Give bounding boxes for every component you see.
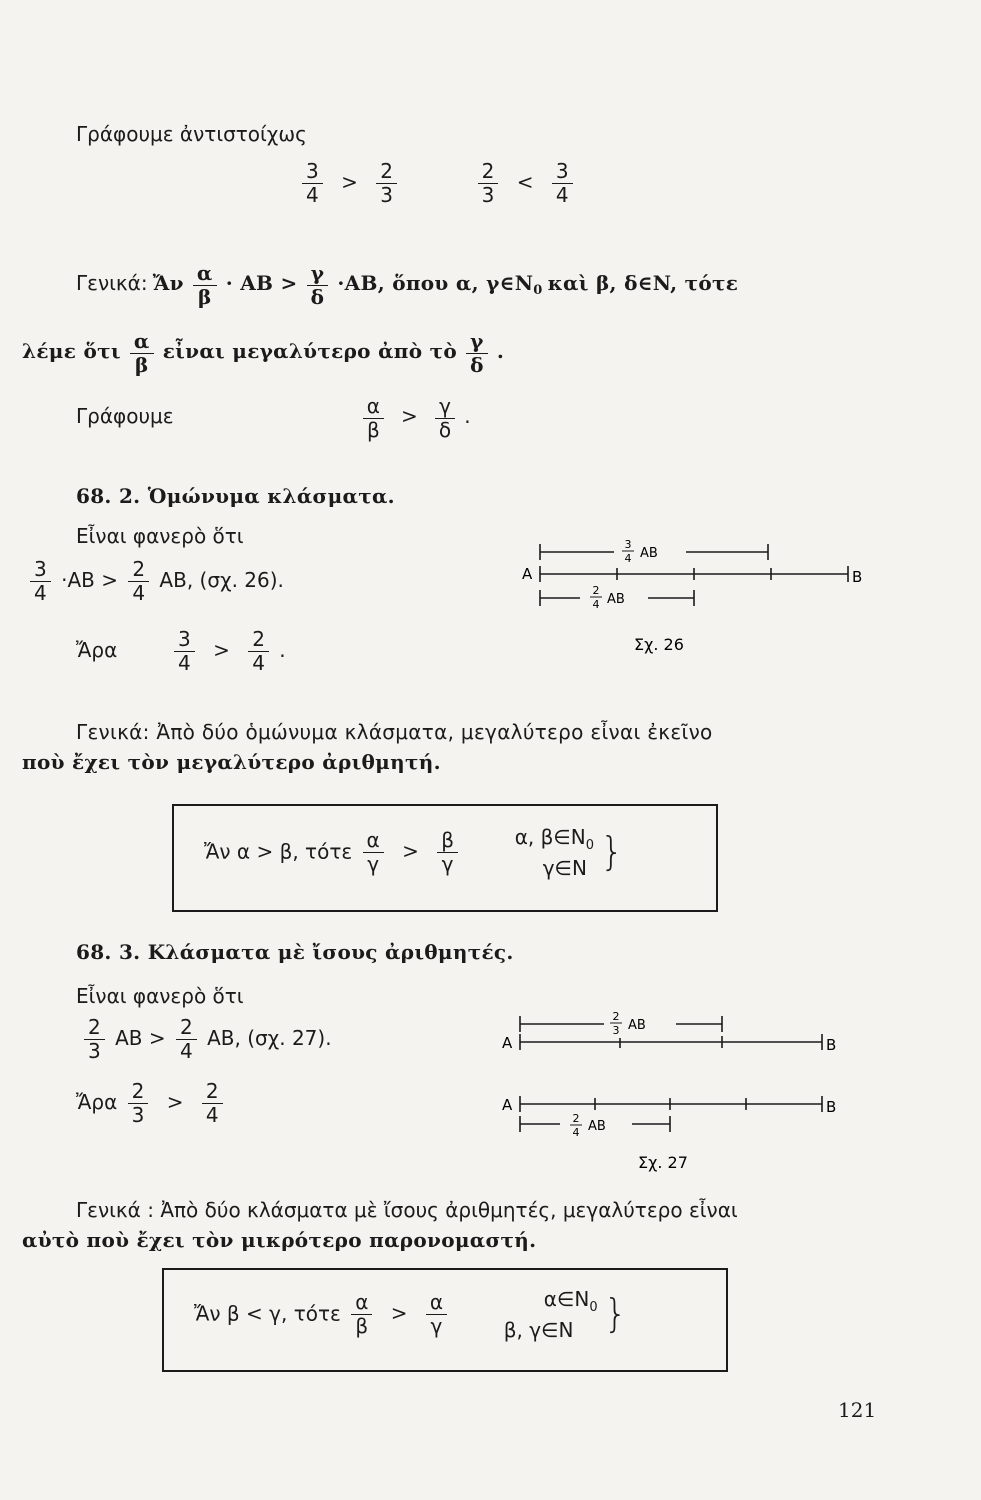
rule-box-2: Ἄν β < γ, τότε $\frac{\alpha}{\beta}$ > $\frac{\alpha}{\gamma}$ $\alpha\in N_0$ β, γ∈N }	[162, 1268, 728, 1372]
intro-text: Γράφουμε ἀντιστοίχως	[76, 122, 307, 146]
fig26-top-den: 4	[624, 552, 632, 565]
fig26-bottom-suffix: AB	[607, 592, 625, 607]
right-brace-icon: }	[600, 830, 624, 876]
fig27-caption: Σχ. 27	[638, 1153, 688, 1172]
fig27-bottom-num: 2	[572, 1112, 580, 1125]
general-rule-1: Γενικά: Ἄν $\frac{\alpha}{\beta}$ · AB > $\frac{\gamma}{\delta}$ ·AB, ὅπου α, $\gamma\in N_0$ καὶ β, δ∈N, τότε	[76, 261, 739, 309]
obvious-text-2: Εἶναι φανερὸ ὅτι	[76, 984, 244, 1008]
fig26-bottom-den: 4	[592, 598, 600, 611]
right-brace-icon: }	[603, 1292, 627, 1338]
fig27-top-num: 2	[612, 1010, 620, 1023]
box2-domain: $\alpha\in N_0$ β, γ∈N	[503, 1287, 598, 1342]
box2-condition: Ἄν β < γ, τότε	[194, 1301, 341, 1326]
general-rule-3-line2: αὐτὸ ποὺ ἔχει τὸν μικρότερο παρονομαστή.	[22, 1228, 537, 1252]
general-rule-2: Γενικά: Ἀπὸ δύο ὁμώνυμα κλάσματα, μεγαλύτερο εἶναι ἐκεῖνο	[76, 720, 713, 744]
fig27-bottom-den: 4	[572, 1126, 580, 1139]
inequality-pair: $\frac{3}{4}$ > $\frac{2}{3}$ $\frac{2}{3}$ < $\frac{3}{4}$	[298, 160, 577, 207]
section-heading-68-2: 68. 2. Ὁμώνυμα κλάσματα.	[76, 484, 395, 508]
fig26-label-b: B	[852, 568, 863, 586]
general-rule-1-line2: λέμε ὅτι $\frac{\alpha}{\beta}$ εἶναι μεγαλύτερο ἀπὸ τὸ $\frac{\gamma}{\delta}$ .	[22, 329, 505, 377]
page-number: 121	[838, 1398, 877, 1422]
fig27-label-a-bottom: A	[502, 1096, 513, 1114]
fig26-label-a: A	[522, 565, 533, 583]
fig26-top-suffix: AB	[640, 546, 658, 561]
rule-box-1: Ἄν α > β, τότε $\frac{\alpha}{\gamma}$ > $\frac{\beta}{\gamma}$ α, $\beta\in N_0$ γ∈N }	[172, 804, 718, 912]
fig26-bottom-num: 2	[592, 584, 600, 597]
box1-domain: α, $\beta\in N_0$ γ∈N	[514, 825, 595, 880]
obvious-text-1: Εἶναι φανερὸ ὅτι	[76, 524, 244, 548]
figure-26	[510, 532, 870, 662]
general-rule-3: Γενικά : Ἀπὸ δύο κλάσματα μὲ ἴσους ἀριθμητές, μεγαλύτερο εἶναι	[76, 1198, 738, 1222]
example-27: $\frac{2}{3}$ AB > $\frac{2}{4}$ AB, (σχ. 27).	[80, 1016, 332, 1063]
general-rule-2-line2: ποὺ ἔχει τὸν μεγαλύτερο ἀριθμητή.	[22, 750, 441, 774]
conclusion-26: Ἄρα $\frac{3}{4}$ > $\frac{2}{4}$ .	[76, 627, 286, 675]
fig27-label-b-bottom: B	[826, 1098, 837, 1116]
fig27-bottom-suffix: AB	[588, 1119, 606, 1134]
fig27-top-suffix: AB	[628, 1018, 646, 1033]
fig27-label-a-top: A	[502, 1034, 513, 1052]
fig26-caption: Σχ. 26	[634, 635, 684, 654]
section-heading-68-3: 68. 3. Κλάσματα μὲ ἴσους ἀριθμητές.	[76, 940, 514, 964]
figure-27	[496, 1008, 856, 1178]
conclusion-27: Ἄρα $\frac{2}{3}$ > $\frac{2}{4}$	[76, 1080, 227, 1127]
box1-condition: Ἄν α > β, τότε	[204, 839, 353, 864]
example-26: $\frac{3}{4}$ ·AB > $\frac{2}{4}$ AB, (σχ. 26).	[26, 558, 284, 605]
write-line: Γράφουμε $\frac{\alpha}{\beta}$ > $\frac{\gamma}{\delta}$ .	[76, 394, 471, 442]
fig26-top-num: 3	[624, 538, 632, 551]
fig27-label-b-top: B	[826, 1036, 837, 1054]
fig27-top-den: 3	[612, 1024, 620, 1037]
